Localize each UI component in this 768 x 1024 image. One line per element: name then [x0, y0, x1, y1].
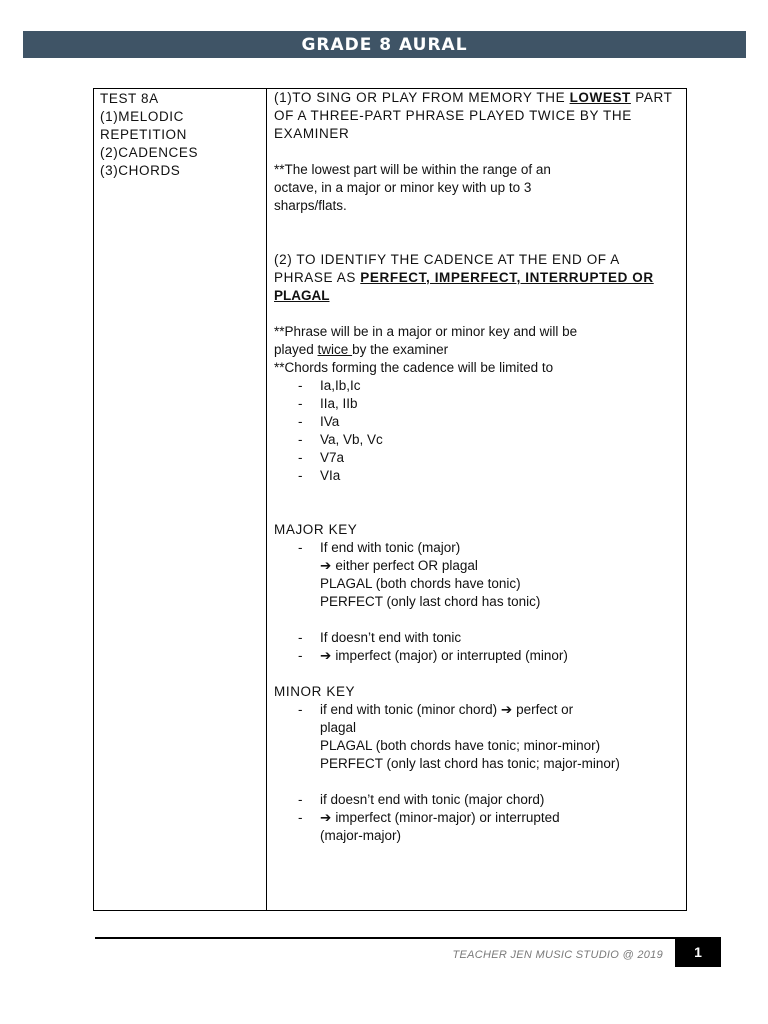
emphasis-plagal: PLAGAL [274, 288, 330, 303]
major-key-heading: MAJOR KEY [274, 522, 358, 537]
section2-note: **Phrase will be in a major or minor key and will be [274, 324, 578, 339]
major-key-item: - If end with tonic (major) [298, 540, 461, 555]
section1-line: EXAMINER [274, 126, 350, 141]
section2-note: **Chords forming the cadence will be limited to [274, 360, 554, 375]
minor-key-item: - ➔ imperfect (minor-major) or interrupted [298, 810, 560, 825]
minor-key-item: - if doesn’t end with tonic (major chord) [298, 792, 545, 807]
page-number: 1 [675, 937, 721, 967]
test-description-cell [274, 89, 684, 845]
page-title: GRADE 8 AURAL [23, 31, 746, 58]
chord-list-item: - Va, Vb, Vc [298, 432, 383, 447]
major-key-sub: PLAGAL (both chords have tonic) [320, 576, 521, 591]
column-divider [266, 88, 267, 911]
minor-key-heading: MINOR KEY [274, 684, 356, 699]
section1-line: OF A THREE-PART PHRASE PLAYED TWICE BY THE [274, 108, 632, 123]
emphasis-twice: twice [317, 342, 353, 357]
major-key-item: - ➔ imperfect (major) or interrupted (minor) [298, 648, 568, 663]
right-arrow-icon: ➔ [320, 810, 332, 825]
section1-line: (1)TO SING OR PLAY FROM MEMORY THE LOWEST PART [274, 90, 673, 105]
section2-line: (2) TO IDENTIFY THE CADENCE AT THE END OF A [274, 252, 620, 267]
section2-line: PHRASE AS PERFECT, IMPERFECT, INTERRUPTED OR [274, 270, 654, 285]
major-key-sub: PERFECT (only last chord has tonic) [320, 594, 541, 609]
minor-key-item: - if end with tonic (minor chord) ➔ perfect or [298, 702, 574, 717]
right-arrow-icon: ➔ [320, 558, 332, 573]
test-label-line: TEST 8A [100, 91, 159, 106]
test-label-line: (1)MELODIC [100, 109, 185, 124]
major-key-sub: ➔ either perfect OR plagal [320, 558, 478, 573]
chord-list-item: - IIa, IIb [298, 396, 358, 411]
footer-rule [95, 937, 675, 939]
test-label-line: (3)CHORDS [100, 163, 181, 178]
emphasis-cadence-types: PERFECT, IMPERFECT, INTERRUPTED OR [360, 270, 654, 285]
right-arrow-icon: ➔ [320, 648, 332, 663]
right-arrow-icon: ➔ [500, 702, 513, 717]
section2-line [274, 287, 684, 305]
emphasis-lowest: LOWEST [569, 90, 631, 105]
test-label-line: REPETITION [100, 127, 188, 142]
footer-studio: TEACHER JEN MUSIC STUDIO @ 2019 [452, 949, 663, 961]
section2-note: played twice by the examiner [274, 342, 449, 357]
chord-list-item: - Ia,Ib,Ic [298, 378, 361, 393]
minor-key-sub: PERFECT (only last chord has tonic; major-minor) [320, 756, 620, 771]
test-label-line: (2)CADENCES [100, 145, 199, 160]
major-key-item: - If doesn’t end with tonic [298, 630, 462, 645]
minor-key-sub: PLAGAL (both chords have tonic; minor-minor) [320, 738, 601, 753]
chord-list-item: - V7a [298, 450, 345, 465]
section1-note: octave, in a major or minor key with up to 3 [274, 180, 532, 195]
test-label-cell [100, 90, 260, 180]
minor-key-sub: (major-major) [320, 828, 401, 843]
section1-note: **The lowest part will be within the range of an [274, 162, 551, 177]
section1-note: sharps/flats. [274, 198, 347, 213]
minor-key-sub: plagal [320, 720, 357, 735]
chord-list-item: - VIa [298, 468, 341, 483]
chord-list-item: - IVa [298, 414, 340, 429]
